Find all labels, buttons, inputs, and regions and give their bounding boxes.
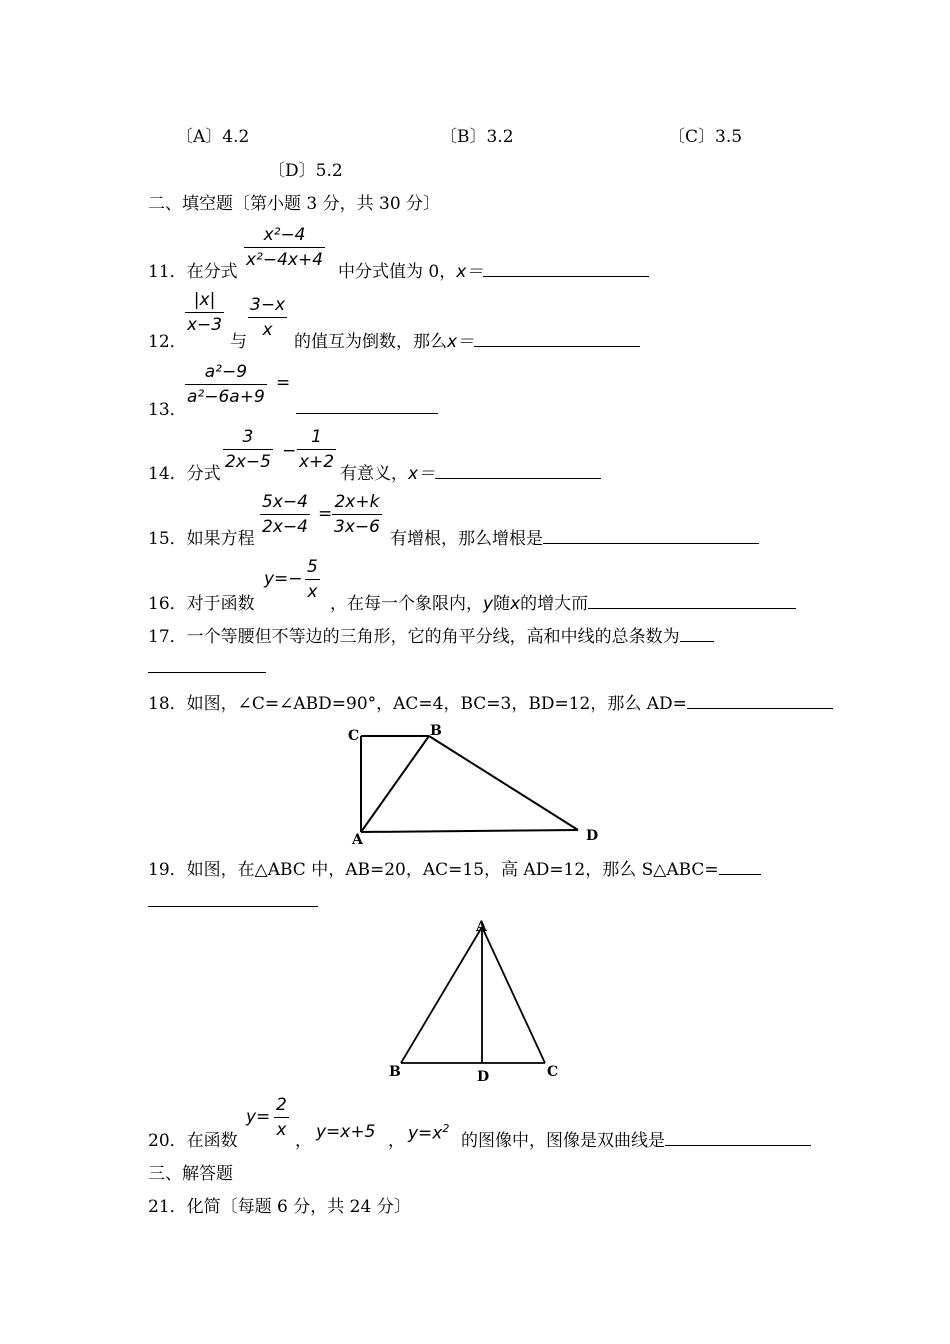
fig19-segment-ac	[482, 927, 545, 1063]
q13-prefix: 13．	[148, 400, 187, 420]
figure-19	[385, 915, 565, 1085]
q16-answer-blank[interactable]	[588, 590, 796, 609]
q14-f1-numerator: 3	[242, 427, 254, 447]
choice-d: 〔D〕5.2	[268, 161, 343, 181]
q19-answer-blank-cont[interactable]	[148, 888, 318, 907]
q19-answer-blank[interactable]	[719, 856, 761, 875]
fig18-segment-bd	[429, 736, 578, 830]
question-21: 21．化简〔每题 6 分，共 24 分〕	[148, 1197, 411, 1217]
q16-denominator: x	[307, 582, 318, 602]
section-3-heading: 三、解答题	[148, 1164, 233, 1184]
q11-prefix: 11．在分式	[148, 262, 238, 282]
fig18-segment-ab	[361, 736, 429, 832]
q20-prefix: 20．在函数	[148, 1131, 238, 1151]
q13-equals: =	[276, 373, 291, 393]
q11-answer-blank[interactable]	[483, 258, 649, 277]
q16-fraction	[305, 557, 320, 602]
q11-fraction	[244, 225, 325, 270]
q16-text-2: 随	[493, 594, 511, 614]
fig18-label-d: D	[586, 828, 599, 844]
section-2-heading: 二、填空题〔第小题 3 分，共 30 分〕	[148, 194, 441, 214]
q12-f1-numerator: |x|	[193, 290, 216, 310]
q14-answer-blank[interactable]	[435, 460, 601, 479]
q15-f1-denominator: 2x−4	[262, 517, 308, 537]
q13-fraction	[185, 362, 267, 407]
choice-b: 〔B〕3.2	[440, 127, 514, 147]
q12-and: 与	[230, 332, 247, 352]
q20-fraction	[274, 1095, 289, 1140]
q16-text-1: ，在每一个象限内，	[330, 594, 483, 614]
q12-f2-denominator: x	[262, 320, 273, 340]
q16-x: x	[510, 594, 521, 614]
fig19-label-b: B	[389, 1064, 401, 1080]
q15-fraction-2	[332, 492, 382, 537]
q15-prefix: 15．如果方程	[148, 529, 255, 549]
q13-denominator: a²−6a+9	[187, 387, 265, 407]
q15-fraction-1	[260, 492, 310, 537]
fig19-label-d: D	[477, 1069, 490, 1085]
q17-text: 17．一个等腰但不等边的三角形，它的角平分线，高和中线的总条数为	[148, 627, 680, 647]
q15-f2-numerator: 2x+k	[334, 492, 380, 512]
choice-a: 〔A〕4.2	[176, 127, 250, 147]
q16-y: y	[483, 594, 494, 614]
q12-suffix: 的值互为倒数，那么	[294, 332, 447, 352]
q20-sep-2: ，	[388, 1131, 405, 1151]
q16-prefix: 16．对于函数	[148, 594, 255, 614]
q14-f2-denominator: x+2	[299, 452, 335, 472]
q13-numerator: a²−9	[204, 362, 248, 382]
q14-minus: −	[282, 441, 297, 461]
fig18-label-c: C	[348, 728, 360, 744]
figure-18	[340, 720, 610, 845]
q15-suffix: 有增根，那么增根是	[390, 529, 543, 549]
q20-sep-1: ，	[295, 1131, 312, 1151]
q15-answer-blank[interactable]	[543, 525, 759, 544]
fig18-segment-ad	[361, 830, 578, 832]
q19-text: 19．如图，在△ABC 中，AB=20，AC=15，高 AD=12，那么 S△ABC=	[148, 860, 719, 880]
q20-function-3: y=x	[408, 1123, 443, 1144]
q14-f1-denominator: 2x−5	[225, 452, 271, 472]
q12-answer-blank[interactable]	[474, 328, 640, 347]
q18-answer-blank[interactable]	[687, 690, 833, 709]
q18-text: 18．如图，∠C=∠ABD=90°，AC=4，BC=3，BD=12，那么 AD=	[148, 694, 687, 714]
fig18-label-b: B	[430, 723, 442, 739]
q14-fraction-1	[223, 427, 273, 472]
q20-function-3-exponent: 2	[442, 1122, 450, 1135]
q11-numerator: x²−4	[263, 225, 306, 245]
q20-function-2: y=x+5	[316, 1122, 376, 1142]
q14-f2-numerator: 1	[311, 427, 322, 447]
q12-fraction-2	[248, 295, 287, 340]
q15-equals: =	[318, 504, 333, 524]
q16-text-3: 的增大而	[520, 594, 589, 614]
q12-fraction-1	[185, 290, 224, 335]
q11-denominator: x²−4x+4	[246, 250, 324, 270]
q20-answer-blank[interactable]	[665, 1127, 811, 1146]
fig19-label-a: A	[476, 919, 487, 935]
q17-answer-blank[interactable]	[680, 623, 714, 642]
q15-f1-numerator: 5x−4	[262, 492, 308, 512]
fig18-label-a: A	[352, 832, 363, 845]
q11-variable: x＝	[456, 262, 484, 282]
q14-prefix: 14．分式	[148, 464, 221, 484]
fig19-label-c: C	[547, 1064, 559, 1080]
q17-answer-blank-cont[interactable]	[148, 654, 266, 673]
q16-lhs: y=−	[264, 569, 303, 589]
q20-f1-denominator: x	[276, 1120, 287, 1140]
q12-f1-denominator: x−3	[187, 315, 223, 335]
fig19-segment-ab	[401, 927, 482, 1063]
choice-c: 〔C〕3.5	[668, 127, 743, 147]
q20-f1-lhs: y=	[246, 1107, 271, 1127]
q12-prefix: 12．	[148, 332, 187, 352]
q20-f1-numerator: 2	[276, 1095, 287, 1115]
q13-answer-blank[interactable]	[296, 395, 438, 414]
q12-variable: x＝	[447, 332, 475, 352]
q11-suffix: 中分式值为 0，	[338, 262, 457, 282]
q14-suffix: 有意义，	[340, 464, 408, 484]
q14-fraction-2	[297, 427, 336, 472]
q14-variable: x＝	[408, 464, 436, 484]
q16-numerator: 5	[307, 557, 318, 577]
q15-f2-denominator: 3x−6	[334, 517, 380, 537]
q12-f2-numerator: 3−x	[250, 295, 286, 315]
q20-suffix: 的图像中，图像是双曲线是	[461, 1131, 665, 1151]
